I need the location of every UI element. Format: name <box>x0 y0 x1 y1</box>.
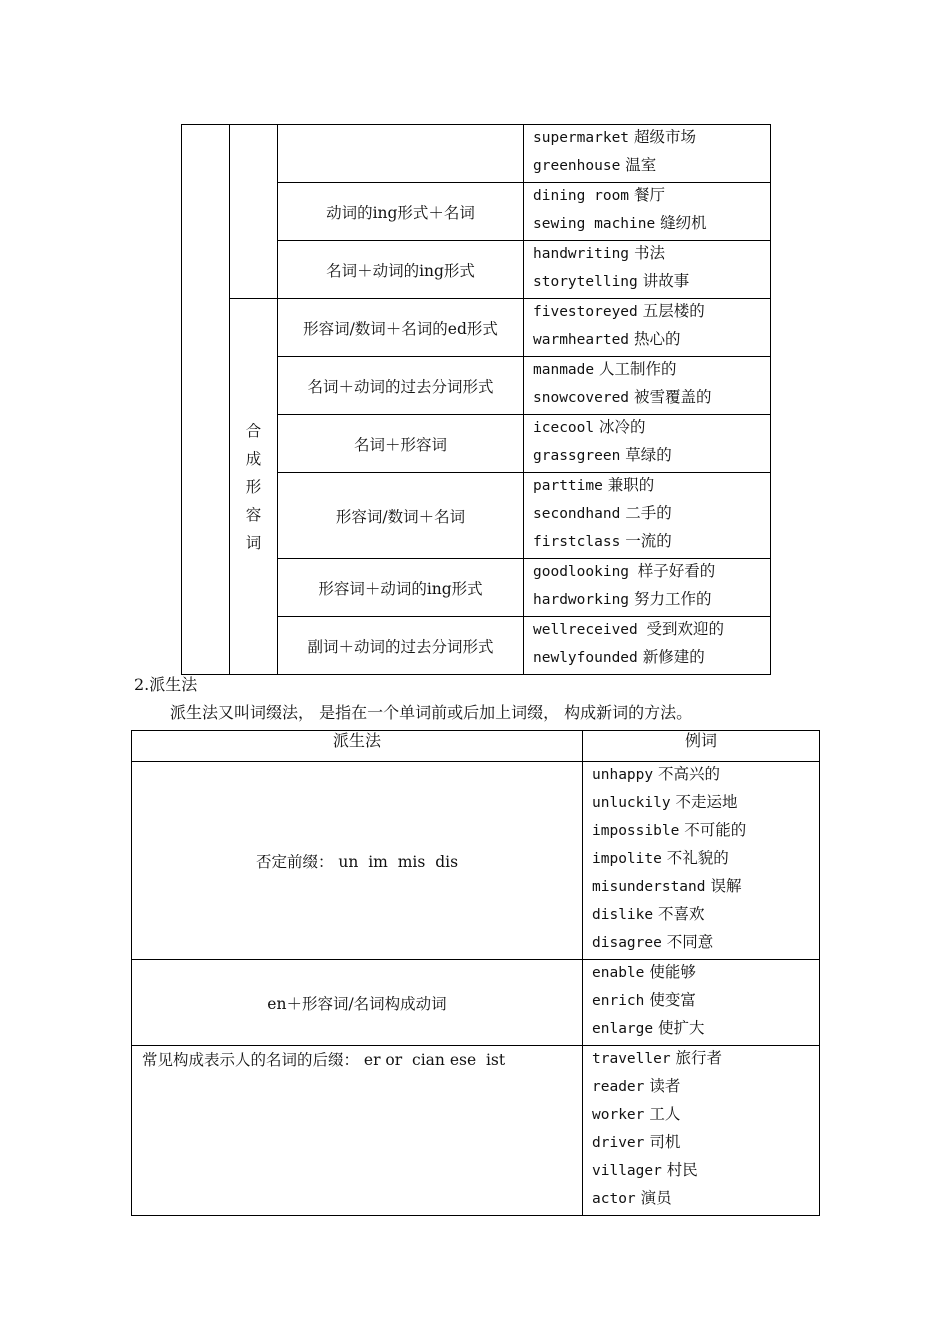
example-english: reader <box>592 1079 645 1095</box>
example-english: firstclass <box>533 534 621 550</box>
example-english: hardworking <box>533 592 630 608</box>
example-chinese: 二手的 <box>625 504 672 522</box>
rule-cell: 名词＋形容词 <box>278 415 524 473</box>
example-english: impossible <box>592 823 680 839</box>
example-word <box>592 1103 819 1131</box>
example-chinese: 旅行者 <box>675 1049 723 1067</box>
examples-cell <box>524 183 771 241</box>
table-row <box>132 960 820 1046</box>
category-char: 形 <box>245 477 262 496</box>
example-chinese: 五层楼的 <box>642 302 705 320</box>
example-chinese: 草绿的 <box>625 446 672 464</box>
example-chinese: 工人 <box>649 1105 681 1123</box>
example-word <box>533 184 770 212</box>
rule-cell: 名词＋动词的过去分词形式 <box>278 357 524 415</box>
example-chinese: 演员 <box>640 1189 672 1207</box>
example-word <box>592 1159 819 1187</box>
example-word <box>592 847 819 875</box>
example-chinese: 超级市场 <box>633 128 696 146</box>
examples-cell <box>524 299 771 357</box>
example-english: villager <box>592 1163 662 1179</box>
section-intro: 派生法又叫词缀法， 是指在一个单词前或后加上词缀， 构成新词的方法。 <box>170 703 693 722</box>
category-char: 合 <box>245 421 262 440</box>
example-english: parttime <box>533 478 603 494</box>
category-char: 容 <box>245 505 262 524</box>
example-chinese: 受到欢迎的 <box>646 620 725 638</box>
example-english: greenhouse <box>533 158 621 174</box>
example-english: handwriting <box>533 246 630 262</box>
example-chinese: 人工制作的 <box>599 360 677 378</box>
example-english: fivestoreyed <box>533 304 638 320</box>
examples-cell <box>583 762 820 960</box>
rule-cell: en＋形容词/名词构成动词 <box>132 960 583 1046</box>
example-word <box>533 126 770 154</box>
examples-cell <box>583 1046 820 1216</box>
example-english: impolite <box>592 851 662 867</box>
rule-cell: 否定前缀： un im mis dis <box>132 762 583 960</box>
example-chinese: 被雪覆盖的 <box>633 388 712 406</box>
example-word <box>533 386 770 414</box>
example-english: unluckily <box>592 795 671 811</box>
table-row <box>182 299 771 357</box>
table-row <box>182 125 771 183</box>
example-word <box>533 444 770 472</box>
example-word <box>533 212 770 240</box>
example-english: enrich <box>592 993 645 1009</box>
example-word <box>533 530 770 558</box>
example-chinese: 误解 <box>710 877 742 895</box>
example-word <box>533 358 770 386</box>
example-word <box>592 1047 819 1075</box>
example-english: secondhand <box>533 506 621 522</box>
example-english: unhappy <box>592 767 654 783</box>
example-english: misunderstand <box>592 879 706 895</box>
example-chinese: 餐厅 <box>633 186 665 204</box>
example-chinese: 使变富 <box>649 991 696 1009</box>
example-chinese: 样子好看的 <box>637 562 716 580</box>
example-chinese: 一流的 <box>625 532 672 550</box>
example-english: dining room <box>533 188 630 204</box>
example-chinese: 使扩大 <box>658 1019 705 1037</box>
compound-words-table <box>181 124 771 675</box>
example-word <box>533 154 770 182</box>
example-chinese: 讲故事 <box>642 272 690 290</box>
example-word <box>533 300 770 328</box>
rule-cell: 形容词/数词＋名词 <box>278 473 524 559</box>
section-heading: 2.派生法 <box>134 675 198 694</box>
example-word <box>592 763 819 791</box>
example-english: newlyfounded <box>533 650 638 666</box>
example-chinese: 不同意 <box>666 933 714 951</box>
example-english: goodlooking <box>533 564 638 580</box>
category-char: 词 <box>245 533 262 552</box>
example-english: disagree <box>592 935 662 951</box>
rule-cell: 常见构成表示人的名词的后缀： er or cian ese ist <box>132 1046 583 1216</box>
example-word <box>592 931 819 959</box>
example-word <box>592 1131 819 1159</box>
example-word <box>592 1017 819 1045</box>
example-word <box>533 328 770 356</box>
example-english: sewing machine <box>533 216 656 232</box>
examples-cell <box>524 559 771 617</box>
example-english: actor <box>592 1191 636 1207</box>
examples-cell <box>583 960 820 1046</box>
example-word <box>592 875 819 903</box>
example-word <box>592 791 819 819</box>
example-word <box>533 242 770 270</box>
rule-cell: 动词的ing形式＋名词 <box>278 183 524 241</box>
examples-cell <box>524 617 771 675</box>
example-chinese: 冰冷的 <box>599 418 646 436</box>
example-word <box>533 502 770 530</box>
example-chinese: 缝纫机 <box>660 214 707 232</box>
example-word <box>533 474 770 502</box>
example-word <box>592 903 819 931</box>
example-english: traveller <box>592 1051 671 1067</box>
example-chinese: 使能够 <box>649 963 696 981</box>
example-chinese: 不可能的 <box>684 821 747 839</box>
compound-adjective-category-cell <box>230 299 278 675</box>
examples-cell <box>524 415 771 473</box>
example-english: worker <box>592 1107 645 1123</box>
examples-cell <box>524 473 771 559</box>
example-chinese: 温室 <box>625 156 657 174</box>
example-chinese: 读者 <box>649 1077 681 1095</box>
example-english: warmhearted <box>533 332 630 348</box>
examples-cell <box>524 241 771 299</box>
rule-cell: 名词＋动词的ing形式 <box>278 241 524 299</box>
header-examples: 例词 <box>583 731 820 762</box>
example-english: driver <box>592 1135 645 1151</box>
example-word <box>533 416 770 444</box>
example-chinese: 不走运地 <box>675 793 738 811</box>
example-word <box>533 646 770 674</box>
example-english: icecool <box>533 420 595 436</box>
example-english: snowcovered <box>533 390 630 406</box>
example-word <box>533 270 770 298</box>
example-chinese: 司机 <box>649 1133 681 1151</box>
outer-category-cell <box>182 125 230 675</box>
example-word <box>592 989 819 1017</box>
example-word <box>533 618 770 646</box>
table-row <box>132 762 820 960</box>
table-header-row <box>132 731 820 762</box>
example-word <box>592 1187 819 1215</box>
example-chinese: 不礼貌的 <box>666 849 729 867</box>
category-char: 成 <box>245 449 262 468</box>
rule-cell: 形容词/数词＋名词的ed形式 <box>278 299 524 357</box>
example-chinese: 村民 <box>666 1161 698 1179</box>
example-english: dislike <box>592 907 654 923</box>
example-word <box>533 588 770 616</box>
examples-cell <box>524 357 771 415</box>
example-chinese: 热心的 <box>633 330 681 348</box>
example-english: enable <box>592 965 645 981</box>
example-english: supermarket <box>533 130 630 146</box>
example-english: storytelling <box>533 274 638 290</box>
table-row <box>132 1046 820 1216</box>
example-chinese: 兼职的 <box>607 476 655 494</box>
example-word <box>592 1075 819 1103</box>
example-english: wellreceived <box>533 622 647 638</box>
header-derivation: 派生法 <box>132 731 583 762</box>
derivation-table <box>131 730 820 1216</box>
example-chinese: 不高兴的 <box>658 765 721 783</box>
example-english: enlarge <box>592 1021 654 1037</box>
compound-noun-category-cell <box>230 125 278 299</box>
example-chinese: 努力工作的 <box>633 590 712 608</box>
example-word <box>592 819 819 847</box>
rule-cell: 副词＋动词的过去分词形式 <box>278 617 524 675</box>
examples-cell <box>524 125 771 183</box>
example-chinese: 新修建的 <box>642 648 705 666</box>
example-chinese: 书法 <box>633 244 665 262</box>
example-english: grassgreen <box>533 448 621 464</box>
example-word <box>533 560 770 588</box>
rule-cell: 形容词＋动词的ing形式 <box>278 559 524 617</box>
example-english: manmade <box>533 362 595 378</box>
example-chinese: 不喜欢 <box>658 905 705 923</box>
rule-cell <box>278 125 524 183</box>
example-word <box>592 961 819 989</box>
